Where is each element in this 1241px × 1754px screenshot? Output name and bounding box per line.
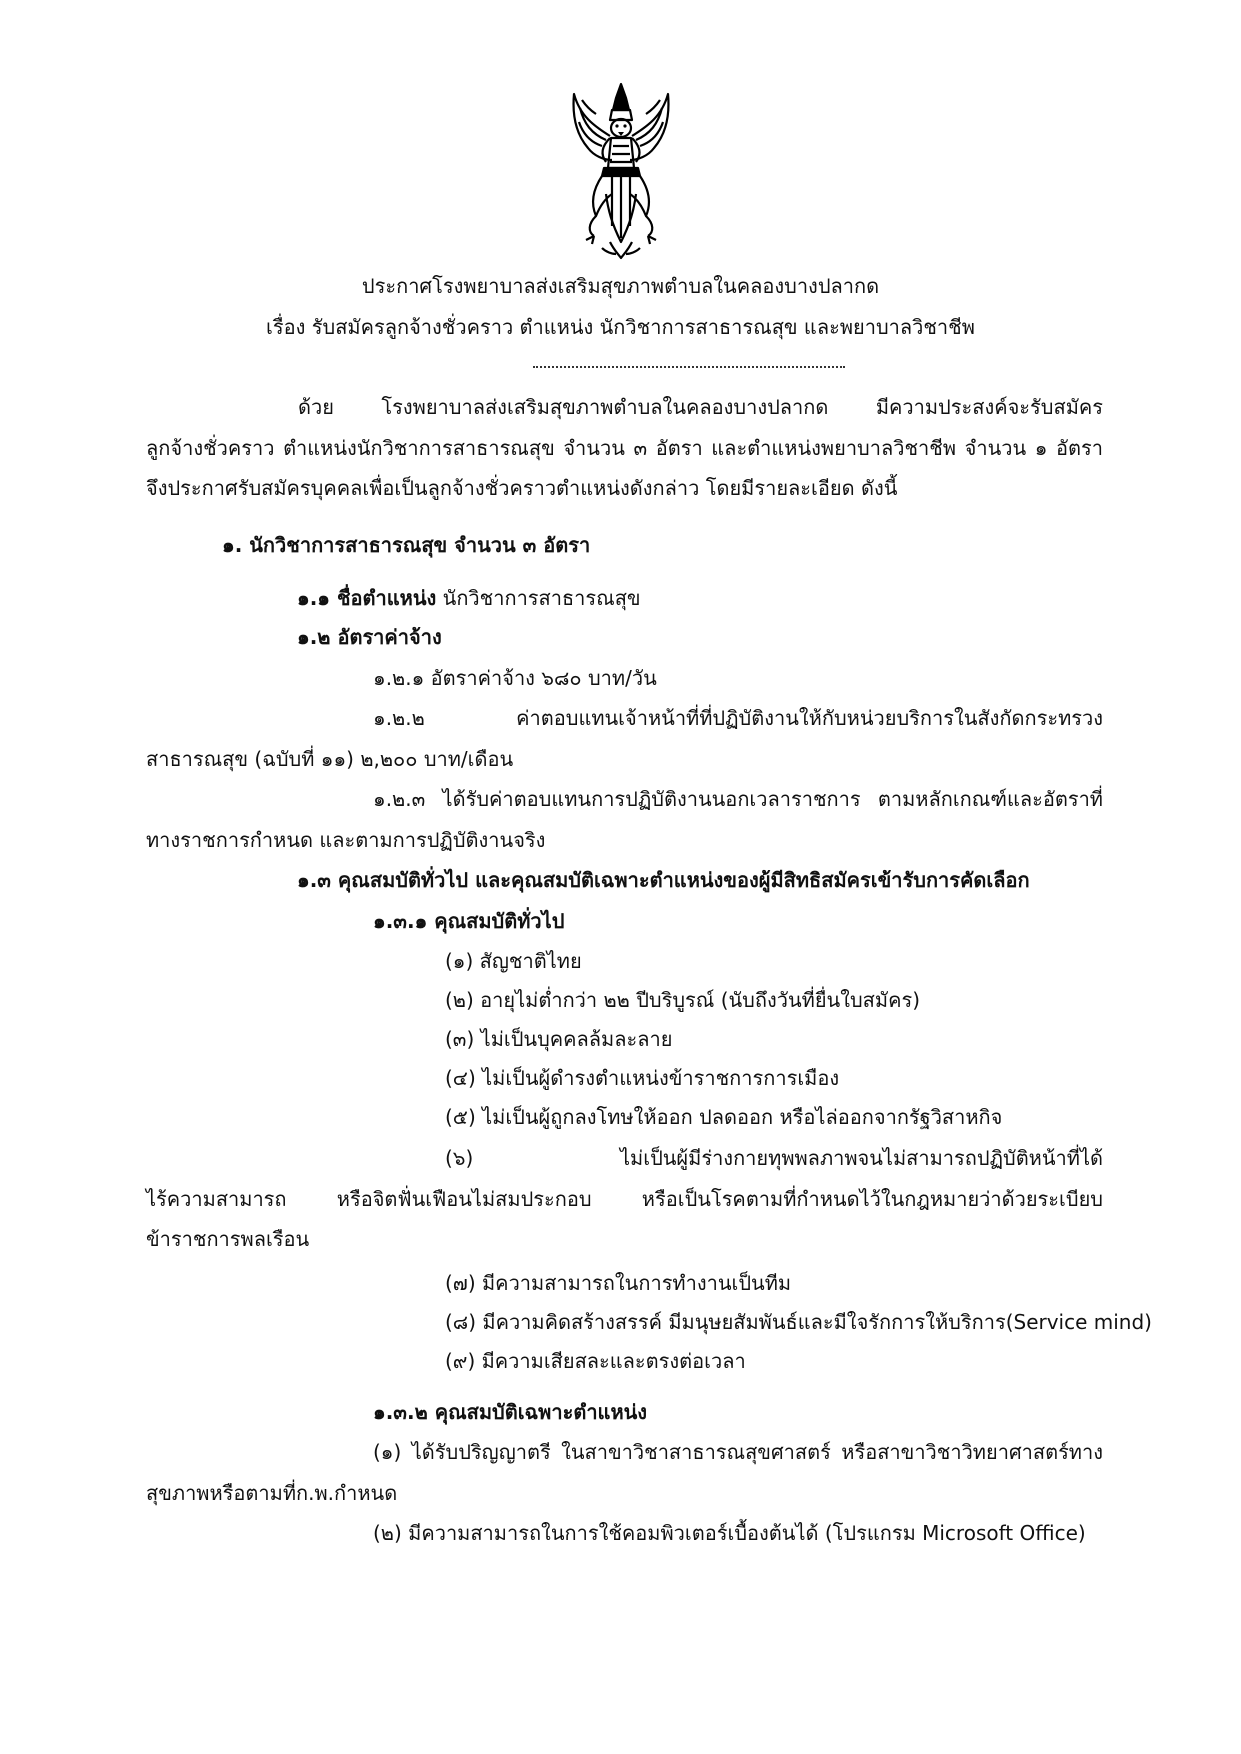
general-qualification-9: (๙) มีความเสียสละและตรงต่อเวลา [445, 1349, 746, 1373]
general-qualification-6-line-2: ไร้ความสามารถ หรือจิตฟั่นเฟือนไม่สมประกอบ หรือเป็นโรคตามที่กำหนดไว้ในกฎหมายว่าด้วยระเบียบ [146, 1187, 1103, 1211]
dotted-divider [533, 366, 845, 368]
announcement-subject: เรื่อง รับสมัครลูกจ้างชั่วคราว ตำแหน่ง นักวิชาการสาธารณสุข และพยาบาลวิชาชีพ [266, 315, 975, 339]
position-name-row [297, 583, 641, 613]
intro-paragraph-line-3: จึงประกาศรับสมัครบุคคลเพื่อเป็นลูกจ้างชั่วคราวตำแหน่งดังกล่าว โดยมีรายละเอียด ดังนี้ [146, 476, 898, 500]
wage-item-2-line-2: สาธารณสุข (ฉบับที่ ๑๑) ๒,๒๐๐ บาท/เดือน [146, 747, 514, 771]
wage-item-3-line-1: ๑.๒.๓ ได้รับค่าตอบแทนการปฏิบัติงานนอกเวลาราชการ ตามหลักเกณฑ์และอัตราที่ [373, 787, 1103, 811]
wage-item-2-line-1: ๑.๒.๒ ค่าตอบแทนเจ้าหน้าที่ที่ปฏิบัติงานให้กับหน่วยบริการในสังกัดกระทรวง [373, 706, 1103, 730]
general-qualification-3: (๓) ไม่เป็นบุคคลล้มละลาย [445, 1027, 673, 1051]
position-name-value: นักวิชาการสาธารณสุข [442, 586, 641, 610]
wage-item-3-line-2: ทางราชการกำหนด และตามการปฏิบัติงานจริง [146, 828, 546, 852]
general-qualification-4: (๔) ไม่เป็นผู้ดำรงตำแหน่งข้าราชการการเมือง [445, 1066, 840, 1090]
announcement-title: ประกาศโรงพยาบาลส่งเสริมสุขภาพตำบลในคลองบางปลากด [361, 274, 880, 298]
general-qualification-6-line-3: ข้าราชการพลเรือน [146, 1227, 310, 1251]
general-qualification-7: (๗) มีความสามารถในการทำงานเป็นทีม [445, 1271, 792, 1295]
qualifications-heading: ๑.๓ คุณสมบัติทั่วไป และคุณสมบัติเฉพาะตำแหน่งของผู้มีสิทธิสมัครเข้ารับการคัดเลือก [297, 868, 1030, 892]
wage-item-1: ๑.๒.๑ อัตราค่าจ้าง ๖๘๐ บาท/วัน [373, 666, 657, 690]
general-qualification-2: (๒) อายุไม่ต่ำกว่า ๒๒ ปีบริบูรณ์ (นับถึงวันที่ยื่นใบสมัคร) [445, 988, 920, 1012]
garuda-emblem [566, 76, 676, 261]
position-name-label: ๑.๑ ชื่อตำแหน่ง [297, 586, 437, 610]
wage-rate-heading: ๑.๒ อัตราค่าจ้าง [297, 625, 442, 649]
section-1-heading: ๑. นักวิชาการสาธารณสุข จำนวน ๓ อัตรา [222, 533, 591, 557]
specific-qualifications-heading: ๑.๓.๒ คุณสมบัติเฉพาะตำแหน่ง [373, 1400, 648, 1424]
general-qualification-1: (๑) สัญชาติไทย [445, 949, 582, 973]
general-qualification-6-line-1: (๖) ไม่เป็นผู้มีร่างกายทุพพลภาพจนไม่สามารถปฏิบัติหน้าที่ได้ [445, 1146, 1103, 1170]
intro-paragraph-line-1: ด้วย โรงพยาบาลส่งเสริมสุขภาพตำบลในคลองบางปลากด มีความประสงค์จะรับสมัคร [298, 395, 1103, 419]
specific-qualification-1-line-2: สุขภาพหรือตามที่ก.พ.กำหนด [146, 1481, 398, 1505]
general-qualification-5: (๕) ไม่เป็นผู้ถูกลงโทษให้ออก ปลดออก หรือไล่ออกจากรัฐวิสาหกิจ [445, 1105, 1003, 1129]
general-qualifications-heading: ๑.๓.๑ คุณสมบัติทั่วไป [373, 909, 565, 933]
specific-qualification-2: (๒) มีความสามารถในการใช้คอมพิวเตอร์เบื้องต้นได้ (โปรแกรม Microsoft Office) [373, 1521, 1086, 1545]
general-qualification-8: (๘) มีความคิดสร้างสรรค์ มีมนุษยสัมพันธ์และมีใจรักการให้บริการ(Service mind) [445, 1310, 1152, 1334]
intro-paragraph-line-2: ลูกจ้างชั่วคราว ตำแหน่งนักวิชาการสาธารณสุข จำนวน ๓ อัตรา และตำแหน่งพยาบาลวิชาชีพ จำนวน ๑ อัตรา [146, 436, 1103, 460]
specific-qualification-1-line-1: (๑) ได้รับปริญญาตรี ในสาขาวิชาสาธารณสุขศาสตร์ หรือสาขาวิชาวิทยาศาสตร์ทาง [373, 1440, 1103, 1464]
